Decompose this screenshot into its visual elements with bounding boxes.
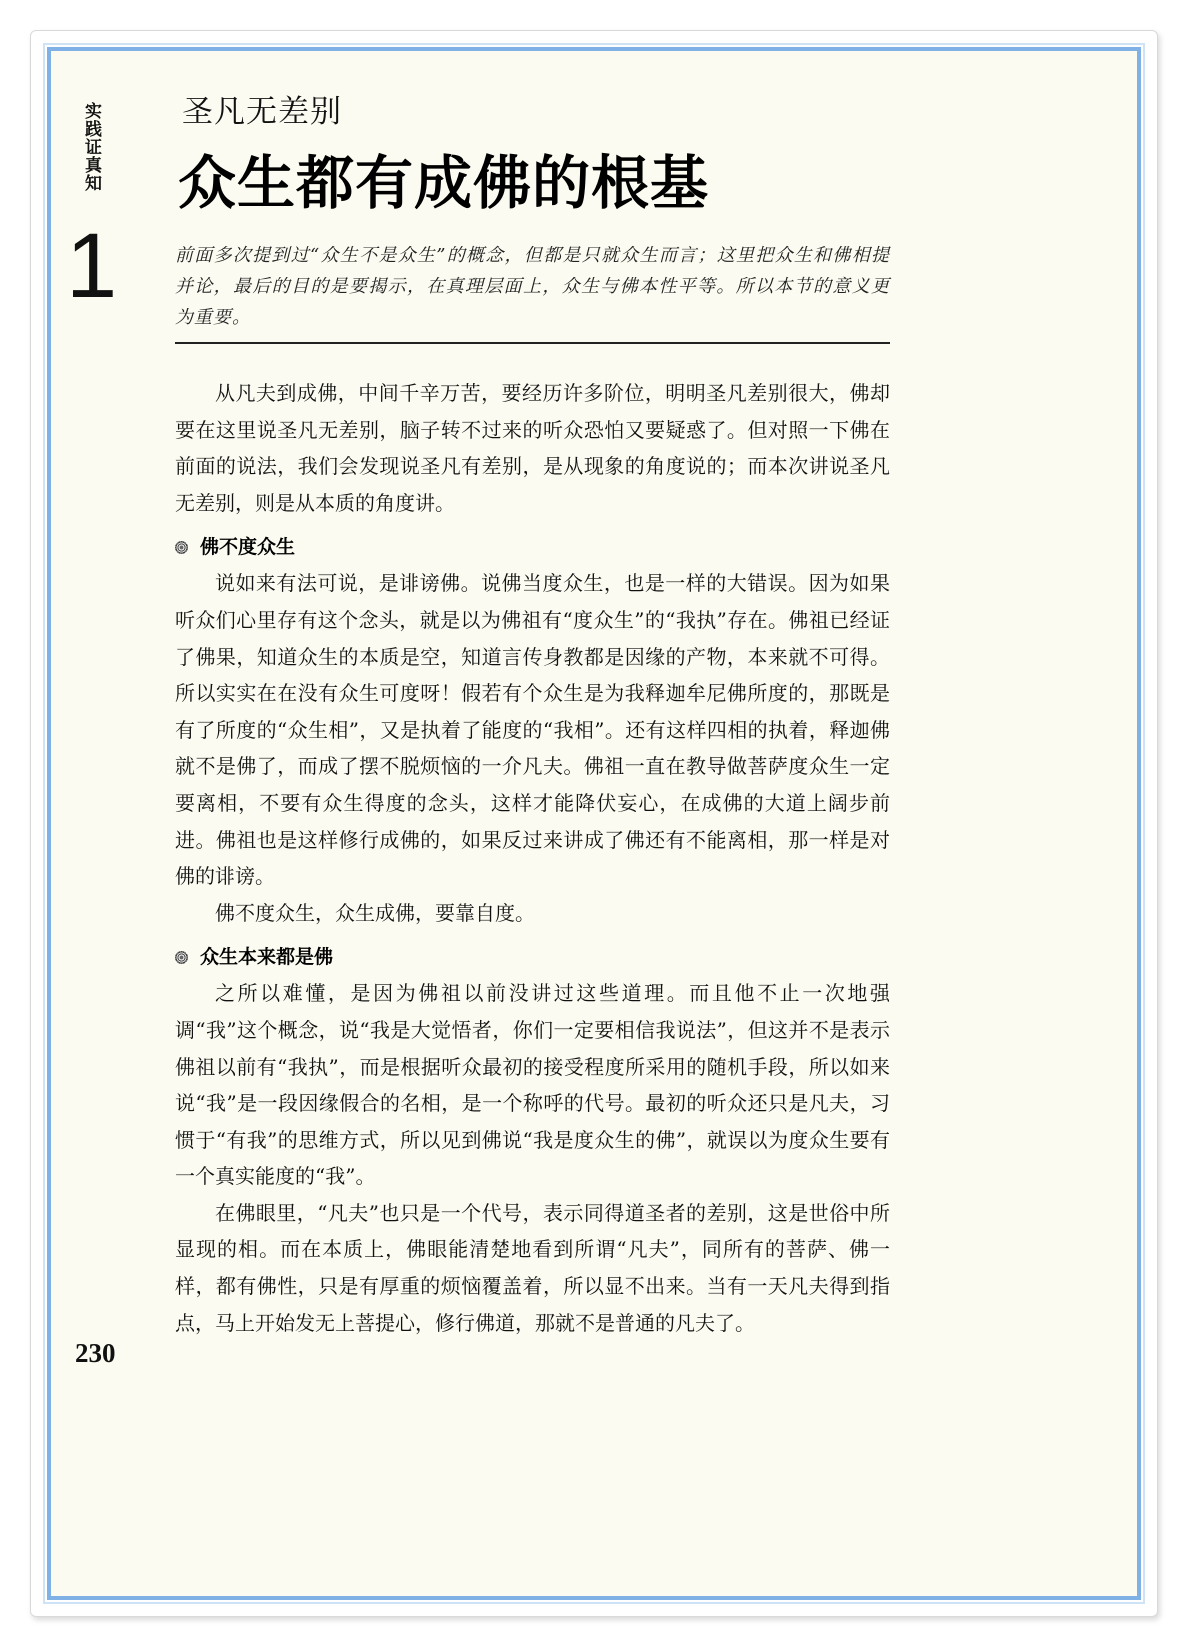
body-text	[175, 375, 890, 1341]
subheading-2	[175, 939, 890, 975]
paragraph: 说如来有法可说，是诽谤佛。说佛当度众生，也是一样的大错误。因为如果听众们心里存有这个念头，就是以为佛祖有“度众生”的“我执”存在。佛祖已经证了佛果，知道众生的本质是空，知道言传身教都是因缘的产物，本来就不可得。所以实实在在没有众生可度呀！假若有个众生是为我释迦牟尼佛所度的，那既是有了所度的“众生相”，又是执着了能度的“我相”。还有这样四相的执着，释迦佛就不是佛了，而成了摆不脱烦恼的一介凡夫。佛祖一直在教导做菩萨度众生一定要离相，不要有众生得度的念头，这样才能降伏妄心，在成佛的大道上阔步前进。佛祖也是这样修行成佛的，如果反过来讲成了佛还有不能离相，那一样是对佛的诽谤。	[175, 571, 890, 889]
page-number: 230	[75, 1338, 116, 1368]
paragraph: 佛不度众生，众生成佛，要靠自度。	[215, 900, 535, 925]
intro-text: 前面多次提到过“众生不是众生”的概念，但都是只就众生而言；这里把众生和佛相提并论，最后的目的是要揭示，在真理层面上，众生与佛本性平等。所以本节的意义更为重要。	[175, 245, 890, 328]
paragraph: 在佛眼里，“凡夫”也只是一个代号，表示同得道圣者的差别，这是世俗中所显现的相。而在本质上，佛眼能清楚地看到所谓“凡夫”，同所有的菩萨、佛一样，都有佛性，只是有厚重的烦恼覆盖着，所以显不出来。当有一天凡夫得到指点，马上开始发无上菩提心，修行佛道，那就不是普通的凡夫了。	[175, 1200, 890, 1335]
bullet-icon	[175, 951, 188, 964]
divider-rule	[175, 342, 890, 344]
paragraph: 从凡夫到成佛，中间千辛万苦，要经历许多阶位，明明圣凡差别很大，佛却要在这里说圣凡无差别，脑子转不过来的听众恐怕又要疑惑了。但对照一下佛在前面的说法，我们会发现说圣凡有差别，是从现象的角度说的；而本次讲说圣凡无差别，则是从本质的角度讲。	[175, 381, 890, 515]
paragraph: 之所以难懂，是因为佛祖以前没讲过这些道理。而且他不止一次地强调“我”这个概念，说“我是大觉悟者，你们一定要相信我说法”，但这并不是表示佛祖以前有“我执”，而是根据听众最初的接受程度所采用的随机手段，所以如来说“我”是一段因缘假合的名相，是一个称呼的代号。最初的听众还只是凡夫，习惯于“有我”的思维方式，所以见到佛说“我是度众生的佛”，就误以为度众生要有一个真实能度的“我”。	[175, 981, 890, 1189]
section-subtitle: 圣凡无差别	[182, 94, 342, 130]
section-title: 众生都有成佛的根基	[178, 149, 710, 217]
subheading-1-label: 佛不度众生	[200, 536, 296, 559]
subheading-1	[175, 529, 890, 565]
chapter-side-label: 实践证真知	[81, 102, 101, 192]
bullet-icon	[175, 541, 188, 554]
subheading-2-label: 众生本来都是佛	[200, 946, 334, 969]
chapter-number: 1	[66, 215, 118, 317]
